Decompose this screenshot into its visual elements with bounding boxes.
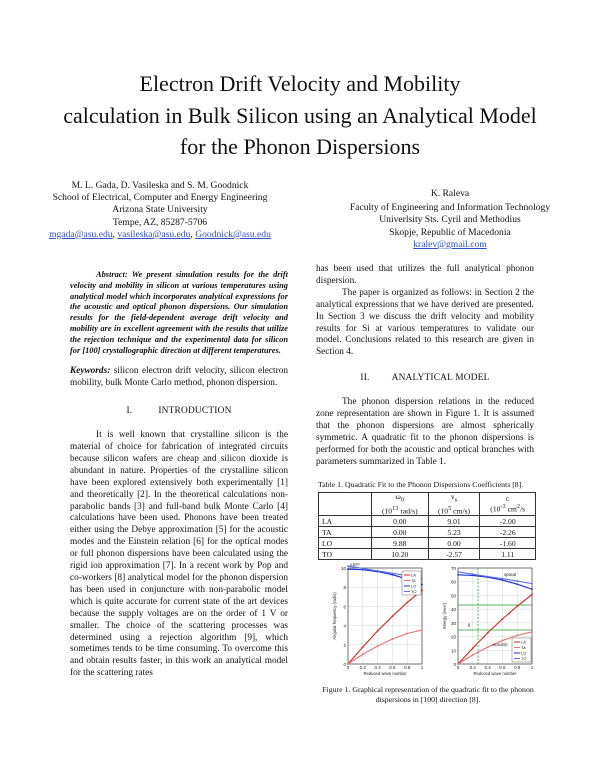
data-point (421, 578, 423, 580)
annotation-f: f (509, 611, 511, 616)
x-axis-label: Reduced wave number (473, 671, 517, 676)
table-cell: 0.00 (372, 516, 429, 527)
table-header-cell: $v_s$ ($10^5$ cm/s) (428, 493, 480, 516)
y-tick-label: 2 (343, 642, 346, 648)
data-point (377, 570, 379, 572)
legend-label: TO (521, 656, 527, 661)
table-row (319, 516, 536, 527)
legend-label: TA (411, 578, 416, 583)
table-cell: TA (319, 527, 372, 538)
x-tick-label: 0.6 (499, 665, 506, 670)
y-tick-label: 50 (450, 593, 456, 599)
email-link[interactable]: kralev@gmail.com (413, 238, 487, 250)
analytical-model-text: The phonon dispersion relations in the reduced zone representation are shown in Figure 1. It is assumed that the phonon dispersions are almost spherically symmetric. A quadratic fit to the phonon dispersions is performed for both the acoustic and optical branches with parameters summarized in Table 1. (316, 397, 534, 467)
email-link[interactable]: mgada@asu.edu (49, 228, 113, 240)
left-column (70, 270, 288, 680)
table-header-row (319, 493, 536, 516)
table-header-cell: c ($10^{-3}$ $cm^2/s$ (480, 493, 536, 516)
abstract: Abstract: We present simulation results for the drift velocity and mobility in silicon at various temperatures using analytical model which incorporates analytical expressions for the acoustic and optical phonon dispersions. Our simulation results for the field-dependent average drift velocity and mobility are in excellent agreement with the results that utilize the rejection technique and the experimental data for silicon for [100] crystallographic direction at different temperatures. (70, 270, 288, 355)
data-point (421, 589, 423, 591)
data-point (392, 615, 394, 617)
table-row (319, 527, 536, 538)
table-cell: LA (319, 516, 372, 527)
figure-phonon-dispersions (320, 560, 535, 682)
legend-label: LO (411, 583, 417, 589)
annotation-optical: optical (503, 572, 517, 577)
author-university: Arizona State University (112, 204, 208, 216)
right-column (316, 264, 534, 469)
data-point (502, 578, 504, 580)
data-point (347, 663, 349, 665)
data-point (421, 584, 423, 586)
keywords: Keywords: silicon electron drift velocity, silicon electron mobility, bulk Monte Carlo method, phonon dispersion. (70, 366, 288, 389)
data-point (362, 646, 364, 648)
y-tick-label: 0 (343, 662, 346, 667)
data-point (406, 633, 408, 635)
y-tick-label: 10 (340, 566, 346, 571)
data-point (531, 583, 533, 585)
legend-label: LA (411, 572, 416, 578)
data-point (347, 568, 349, 570)
intro-continued-text: has been used that utilizes the full analytical phonon dispersion. (316, 264, 534, 286)
author-university: Univerlsity Sts. Cyril and Methodius (379, 214, 521, 226)
data-point (472, 654, 474, 656)
data-point (347, 565, 349, 567)
y-tick-label: 70 (450, 566, 456, 571)
legend-label: TA (521, 645, 526, 650)
x-tick-label: 0.6 (389, 665, 396, 670)
x-tick-label: 0 (346, 665, 350, 670)
data-point (377, 645, 379, 647)
table-cell: -2.26 (480, 527, 536, 538)
y-tick-label: 30 (450, 620, 456, 626)
author-emails: mgada@asu.edu, vasileska@asu.edu, Goodnick@asu.edu (49, 228, 271, 240)
table-cell: TO (319, 549, 372, 560)
data-point (472, 573, 474, 575)
table-cell: LO (319, 538, 372, 549)
table-cell: -2.00 (480, 516, 536, 527)
author-block-left (10, 180, 310, 241)
author-school: School of Electrical, Computer and Energy Engineering (52, 192, 268, 204)
email-link[interactable]: vasileska@asu.edu (117, 228, 191, 240)
section-heading-analytical-model: II. ANALYTICAL MODEL (360, 373, 490, 384)
y-axis-label: Energy (meV) (442, 603, 447, 629)
x-tick-label: 0.2 (359, 665, 366, 670)
data-point (487, 646, 489, 648)
x-tick-label: 1 (530, 665, 534, 670)
table-cell: 9.88 (372, 538, 429, 549)
author-names: M. L. Gada, D. Vasileska and S. M. Goodnick (71, 180, 249, 191)
author-block-right (300, 188, 600, 251)
x-tick-label: 0.8 (514, 665, 521, 670)
y-multiplier-label: x10¹³ (350, 562, 360, 567)
data-point (421, 629, 423, 631)
annotation-acoustic: acoustic (492, 642, 508, 647)
data-point (457, 574, 459, 576)
data-point (516, 605, 518, 607)
y-tick-label: 6 (343, 604, 346, 610)
legend-label: LA (521, 639, 526, 645)
x-tick-label: 0.8 (404, 665, 411, 670)
data-point (472, 647, 474, 649)
paper-title-line-2: calculation in Bulk Silicon using an Analytical Model (63, 103, 537, 128)
table-cell: 10.20 (372, 549, 429, 560)
data-point (487, 576, 489, 578)
x-tick-label: 0 (456, 665, 460, 670)
table-cell: -1.60 (480, 538, 536, 549)
y-axis-label: Angular frequency (rad/s) (332, 592, 337, 640)
data-point (531, 631, 533, 633)
data-point (516, 583, 518, 585)
author-city: Skopje, Republic of Macedonia (389, 226, 511, 238)
author-names: K. Raleva (430, 188, 470, 199)
table-cell: 5.23 (428, 527, 480, 538)
table-header-cell (319, 493, 372, 516)
table-header-cell: $\omega_0$ ($10^{13}$ rad/s) (372, 493, 429, 516)
data-point (516, 634, 518, 636)
data-point (516, 580, 518, 582)
x-tick-label: 1 (420, 665, 424, 670)
data-point (502, 618, 504, 620)
series-line-la (348, 590, 422, 664)
table-cell: 9.01 (428, 516, 480, 527)
paper-title-line-1: Electron Drift Velocity and Mobility (139, 71, 461, 96)
organization-text: The paper is organized as follows: in Section 2 the analytical expressions that we have derived are presented. In Section 3 we discuss the drift velocity and mobility results for Si at various temperatures to validate our model. Conclusions related to this research are given in Section 4. (316, 287, 534, 358)
coefficients-table (318, 492, 536, 560)
y-tick-label: 4 (343, 623, 346, 629)
author-city: Tempe, AZ, 85287-5706 (112, 216, 208, 228)
table-cell: 0.00 (428, 538, 480, 549)
data-point (457, 663, 459, 665)
data-point (362, 568, 364, 570)
data-point (406, 602, 408, 604)
introduction-text: It is well known that crystalline silicon is the material of choice for fabrication of integrated circuits because silicon wafers are cheap and silicon dioxide is abundant in nature. Properties of the crystalline silicon have been explored extensively both experimentally [1] and theoretically [2]. In the theoretical calculations non-parabolic bands [3] and full-band bulk Monte Carlo [4] calculations have been used. Phonons have been treated either using the Debye approximation [5] for the acoustic modes and the Einstein relation [6] for the optical modes or full phonon dispersions have been calculated using the rigid ion approximation [7]. In a recent work by Pop and co-workers [8] analytical model for the phonon dispersion has been used in conjuncture with non-parabolic model which is quite accurate for current state of the art devices because the supply voltages are on the order of 1 V or smaller. The choice of the scattering processes was determined using a rejection algorithm [9], which sometimes tends to be time consuming. To overcome this and obtain results faster, in this work an analytical model for the scattering rates (70, 430, 288, 679)
x-tick-label: 0.4 (374, 665, 381, 670)
table-caption: Table 1. Quadratic Fit to the Phonon Dispersions Coefficients [8]. (318, 480, 524, 489)
paper-title-line-3: for the Phonon Dispersions (179, 134, 421, 159)
figure-caption: Figure 1. Graphical representation of the quadratic fit to the phonon dispersions in [100] direction [8]. (322, 685, 534, 704)
section-heading-introduction: I. INTRODUCTION (126, 406, 232, 417)
data-point (392, 572, 394, 574)
series-line-ta (348, 630, 422, 664)
data-point (362, 653, 364, 655)
data-point (457, 571, 459, 573)
author-faculty: Faculty of Engineering and Information Technology (349, 202, 551, 214)
data-point (487, 632, 489, 634)
y-tick-label: 40 (450, 607, 456, 613)
legend-label: TO (411, 589, 417, 594)
x-tick-label: 0.4 (484, 665, 491, 670)
data-point (392, 638, 394, 640)
table-row (319, 549, 536, 560)
data-point (377, 630, 379, 632)
y-tick-label: 0 (453, 662, 456, 667)
table-row (319, 538, 536, 549)
y-tick-label: 8 (343, 585, 346, 591)
email-link[interactable]: Goodnick@asu.edu (195, 228, 271, 240)
table-cell: -2.57 (428, 549, 480, 560)
table-cell: 1.11 (480, 549, 536, 560)
y-tick-label: 10 (450, 648, 456, 654)
data-point (531, 588, 533, 590)
x-tick-label: 0.2 (469, 665, 476, 670)
y-tick-label: 60 (450, 579, 456, 585)
y-tick-label: 20 (450, 634, 456, 640)
x-axis-label: Reduced wave number (363, 671, 407, 676)
data-point (531, 594, 533, 596)
annotation-g: g (467, 622, 471, 627)
table-cell: 0.00 (372, 527, 429, 538)
legend-label: LO (521, 650, 527, 656)
